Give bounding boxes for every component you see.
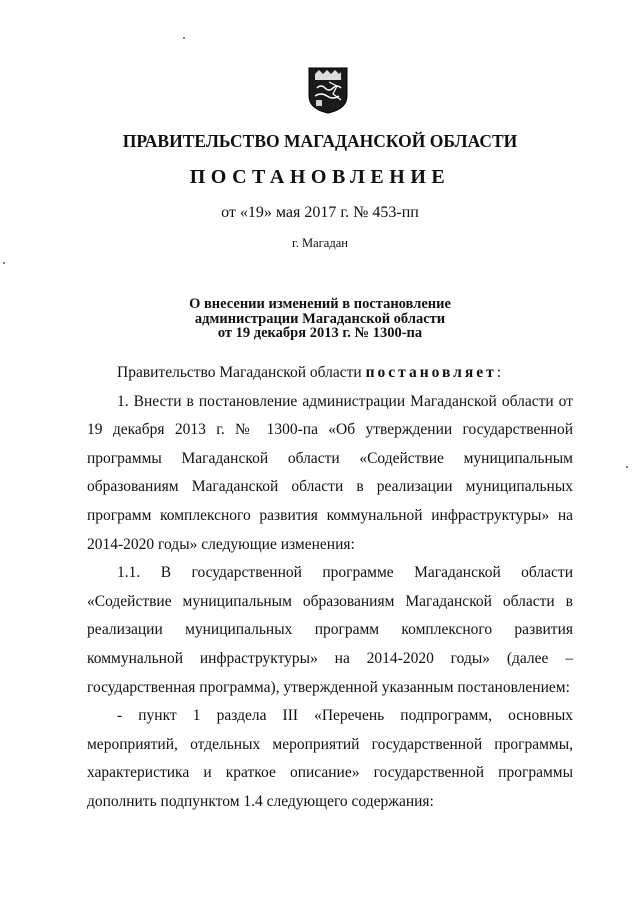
intro-keyword: постановляет bbox=[365, 364, 497, 381]
document-subject bbox=[0, 297, 640, 341]
document-type: ПОСТАНОВЛЕНИЕ bbox=[189, 166, 451, 188]
subject-line: О внесении изменений в постановление bbox=[189, 296, 451, 312]
coat-of-arms-icon bbox=[307, 66, 349, 114]
document-date-number: от «19» мая 2017 г. № 453-пп bbox=[221, 204, 419, 221]
intro-paragraph bbox=[87, 359, 573, 388]
subject-line: от 19 декабря 2013 г. № 1300-па bbox=[217, 325, 423, 341]
item-1-1-paragraph: 1.1. В государственной программе Магаданской области «Содействие муниципальным образованиям Магаданской области в реализации муниципальных программ комплексного развития коммунальной инфраструктуры» на 2014-2020 годы» (далее – государственная программа), утвержденной указанным постановлением: bbox=[87, 564, 573, 696]
document-body bbox=[87, 359, 573, 817]
bullet-paragraph: - пункт 1 раздела III «Перечень подпрограмм, основных мероприятий, отдельных мероприятий государственной программы, характеристика и краткое описание» государственной программы дополнить подпунктом 1.4 следующего содержания: bbox=[87, 707, 573, 810]
subject-line: администрации Магаданской области bbox=[194, 310, 446, 327]
government-title: ПРАВИТЕЛЬСТВО МАГАДАНСКОЙ ОБЛАСТИ bbox=[122, 131, 518, 151]
intro-text: Правительство Магаданской области bbox=[117, 364, 362, 381]
scan-speck bbox=[183, 37, 185, 39]
item-1-paragraph: 1. Внести в постановление администрации Магаданской области от 19 декабря 2013 г. № 1300-па «Об утверждении государственной программы Магаданской области «Содействие муниципальным образованиям Магаданской области в реализации муниципальных программ комплексного развития коммунальной инфраструктуры» на 2014-2020 годы» следующие изменения: bbox=[87, 392, 573, 553]
document-city: г. Магадан bbox=[292, 236, 348, 250]
scan-speck bbox=[626, 466, 628, 468]
intro-colon: : bbox=[496, 364, 502, 381]
scan-speck bbox=[3, 262, 5, 264]
